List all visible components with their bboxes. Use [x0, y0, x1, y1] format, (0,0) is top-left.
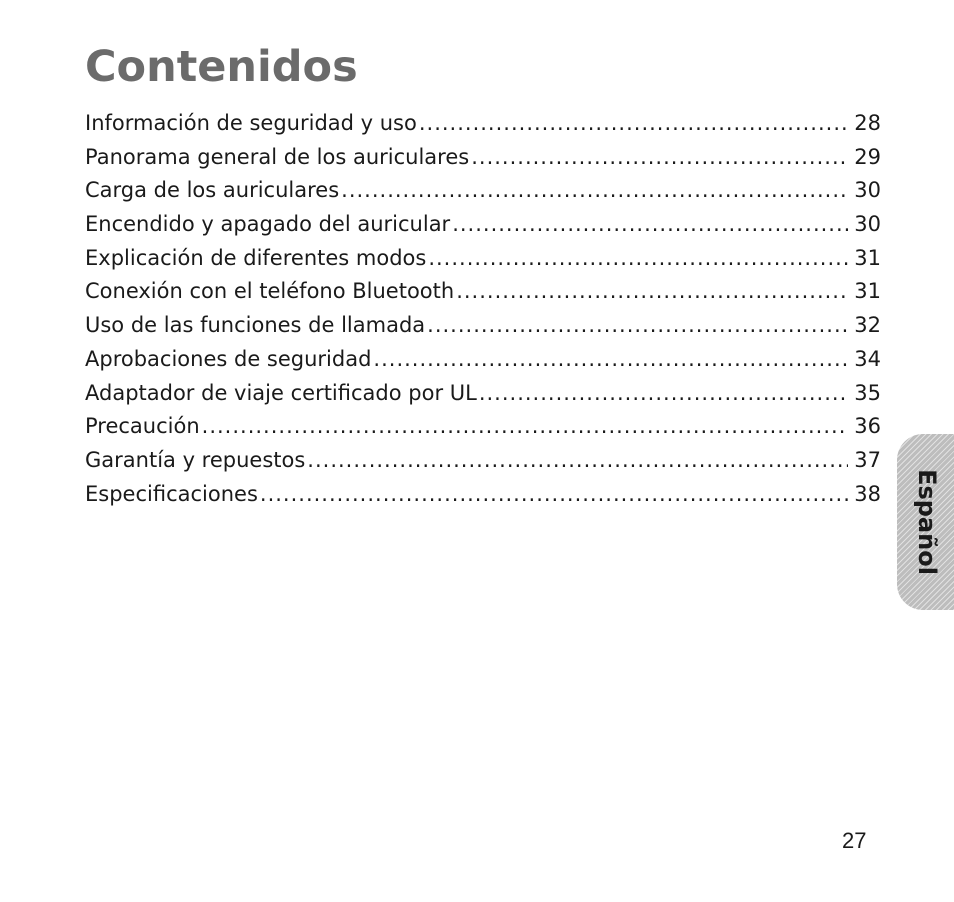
toc-leader-dots: [428, 242, 848, 276]
toc-entry-page: 35: [854, 380, 881, 405]
toc-leader-dots: [307, 444, 848, 478]
toc-entry-label: Adaptador de viaje certificado por UL: [85, 380, 477, 405]
toc-entry-page: 28: [854, 111, 881, 135]
toc-entry-label: Aprobaciones de seguridad: [85, 346, 372, 371]
table-of-contents: [85, 107, 881, 511]
toc-leader-dots: [452, 208, 848, 242]
toc-entry-label: Información de seguridad y uso: [85, 111, 417, 135]
toc-entry-label: Explicación de diferentes modos: [85, 245, 427, 270]
toc-leader-dots: [260, 478, 848, 512]
toc-entry[interactable]: [85, 275, 881, 309]
toc-entry-page: 36: [854, 414, 881, 439]
toc-entry-label: Panorama general de los auriculares: [85, 144, 470, 169]
toc-entry[interactable]: [85, 444, 881, 478]
toc-entry-page: 31: [854, 279, 881, 304]
toc-entry-label: Garantía y repuestos: [85, 447, 306, 472]
toc-entry-label: Encendido y apagado del auricular: [85, 212, 451, 237]
toc-leader-dots: [373, 343, 848, 377]
toc-entry[interactable]: [85, 208, 881, 242]
toc-leader-dots: [202, 410, 849, 444]
toc-entry-page: 30: [854, 178, 881, 203]
toc-leader-dots: [427, 309, 848, 343]
toc-leader-dots: [419, 107, 848, 141]
toc-entry[interactable]: [85, 242, 881, 276]
toc-entry[interactable]: [85, 141, 881, 175]
toc-entry-page: 37: [854, 447, 881, 472]
toc-leader-dots: [341, 174, 848, 208]
toc-entry-label: Conexión con el teléfono Bluetooth: [85, 279, 455, 304]
page-title: Contenidos: [85, 42, 358, 92]
toc-entry[interactable]: [85, 107, 881, 141]
page-number: 27: [842, 828, 867, 853]
toc-entry[interactable]: [85, 377, 881, 411]
language-tab: [897, 434, 954, 610]
toc-entry-label: Precaución: [85, 414, 200, 439]
toc-entry-label: Uso de las funciones de llamada: [85, 313, 426, 338]
toc-entry[interactable]: [85, 309, 881, 343]
toc-entry[interactable]: [85, 174, 881, 208]
toc-entry[interactable]: [85, 343, 881, 377]
toc-entry-page: 34: [854, 346, 881, 371]
language-tab-label: Español: [913, 469, 941, 575]
toc-entry[interactable]: [85, 410, 881, 444]
toc-leader-dots: [456, 275, 848, 309]
toc-leader-dots: [479, 377, 848, 411]
toc-entry-label: Especificaciones: [85, 481, 258, 506]
toc-entry-page: 32: [854, 313, 881, 338]
toc-entry-page: 30: [854, 212, 881, 237]
toc-entry-page: 38: [854, 481, 881, 506]
toc-entry-page: 29: [854, 144, 881, 169]
toc-entry-page: 31: [854, 245, 881, 270]
toc-leader-dots: [471, 141, 848, 175]
toc-entry-label: Carga de los auriculares: [85, 178, 340, 203]
toc-entry[interactable]: [85, 478, 881, 512]
